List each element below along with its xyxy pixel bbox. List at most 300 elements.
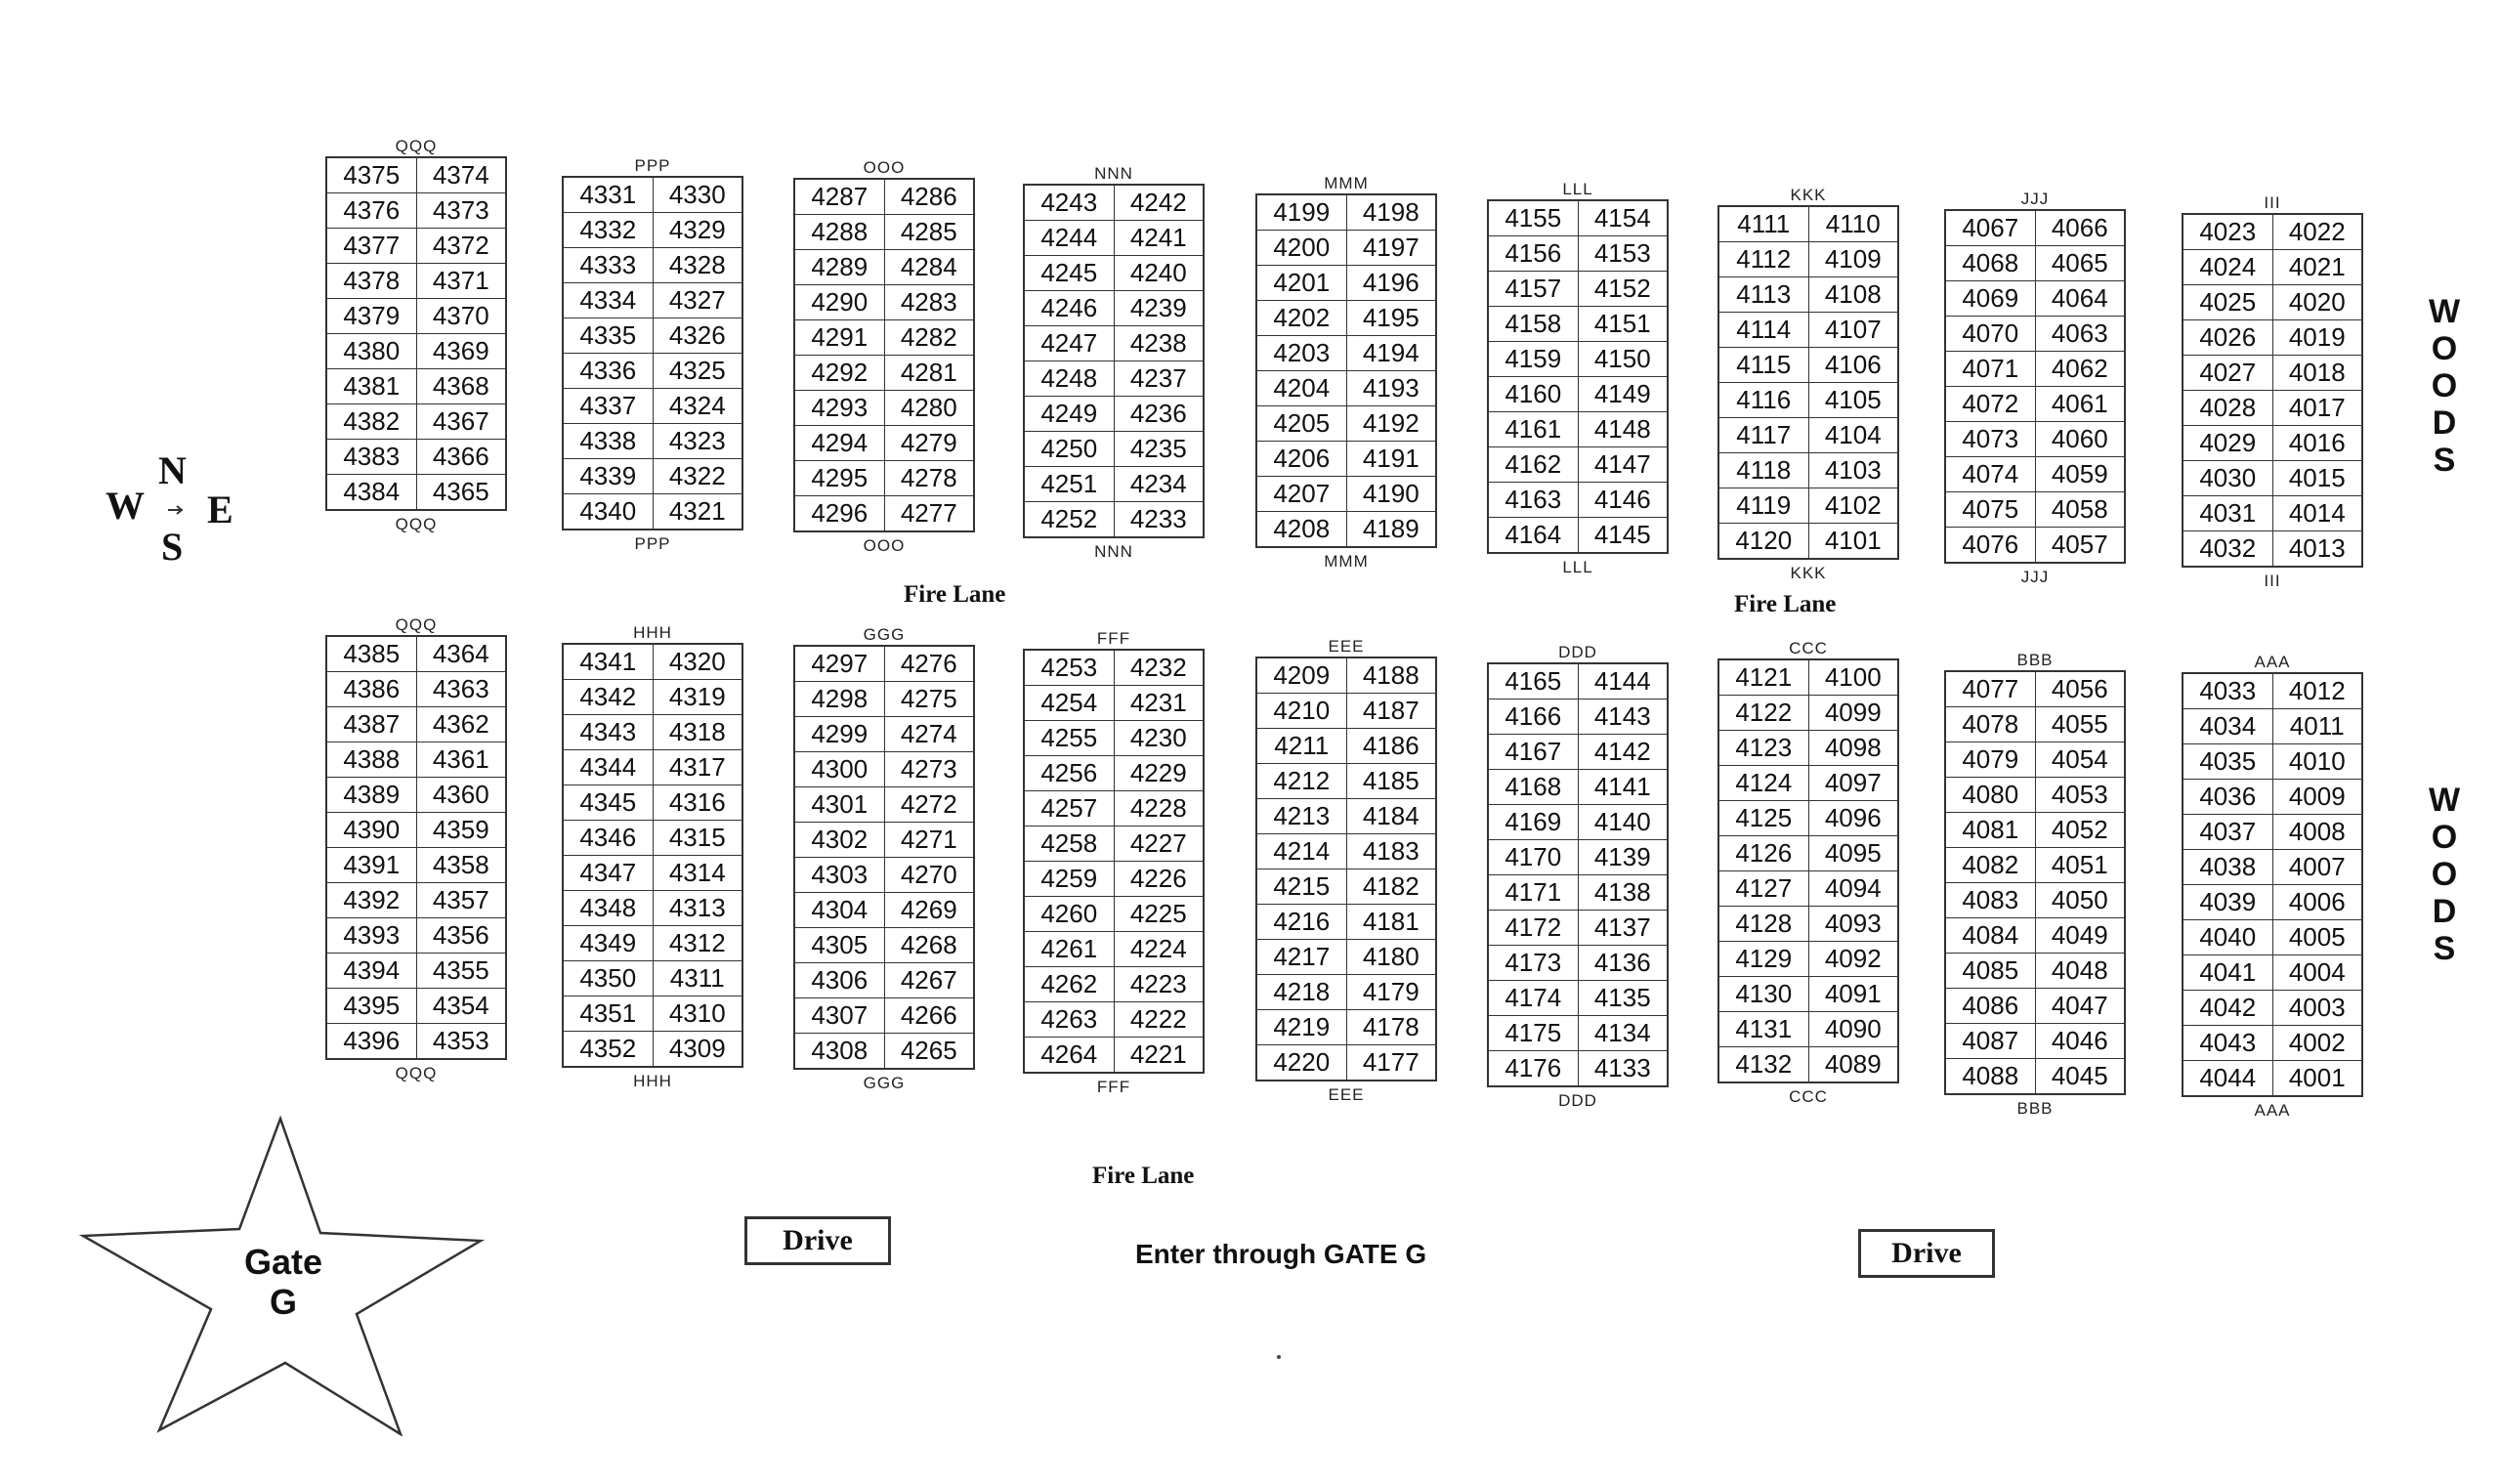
site-number: 4362 [416, 707, 506, 742]
site-row [1488, 875, 1668, 911]
site-grid [1944, 670, 2126, 1095]
site-number: 4346 [563, 821, 653, 856]
site-row [794, 787, 974, 823]
site-number: 4196 [1346, 266, 1436, 301]
site-number: 4161 [1488, 412, 1578, 447]
site-row [794, 461, 974, 496]
site-number: 4368 [416, 369, 506, 404]
site-number: 4015 [2272, 461, 2362, 496]
site-row [1024, 932, 1204, 967]
site-number: 4277 [884, 496, 974, 532]
site-number: 4239 [1114, 291, 1204, 326]
block-label-bottom: CCC [1789, 1087, 1828, 1106]
site-number: 4190 [1346, 477, 1436, 512]
site-row [1024, 397, 1204, 432]
site-number: 4121 [1718, 659, 1808, 696]
block-label-bottom: JJJ [2020, 568, 2050, 586]
site-row [1718, 277, 1898, 313]
woods-letter: D [2432, 893, 2457, 930]
site-row [2183, 920, 2362, 955]
site-row [1945, 528, 2125, 564]
site-number: 4050 [2035, 883, 2125, 918]
site-number: 4252 [1024, 502, 1114, 538]
site-row [1945, 387, 2125, 422]
site-row [326, 299, 506, 334]
site-number: 4323 [653, 424, 742, 459]
drive-sign: Drive [744, 1216, 891, 1265]
site-number: 4325 [653, 354, 742, 389]
site-row [794, 496, 974, 532]
site-row [1488, 946, 1668, 981]
site-row [1488, 272, 1668, 307]
site-number: 4283 [884, 285, 974, 320]
site-number: 4137 [1578, 911, 1668, 946]
site-number: 4351 [563, 996, 653, 1032]
site-number: 4144 [1578, 663, 1668, 700]
site-number: 4192 [1346, 406, 1436, 442]
site-row [2183, 885, 2362, 920]
site-number: 4276 [884, 646, 974, 682]
site-number: 4022 [2272, 214, 2362, 250]
site-number: 4386 [326, 672, 416, 707]
site-number: 4163 [1488, 483, 1578, 518]
site-row [794, 928, 974, 963]
site-number: 4095 [1808, 836, 1898, 871]
site-row [2183, 356, 2362, 391]
site-block [1023, 629, 1205, 1097]
site-row [2183, 461, 2362, 496]
site-number: 4254 [1024, 686, 1114, 721]
site-number: 4080 [1945, 778, 2035, 813]
site-number: 4358 [416, 848, 506, 883]
woods-letter: S [2433, 930, 2456, 967]
site-row [2183, 850, 2362, 885]
site-number: 4291 [794, 320, 884, 356]
site-number: 4318 [653, 715, 742, 750]
site-number: 4101 [1808, 524, 1898, 560]
site-number: 4122 [1718, 696, 1808, 731]
site-row [794, 1034, 974, 1070]
compass-arrow-icon [166, 503, 186, 517]
site-number: 4282 [884, 320, 974, 356]
site-row [563, 821, 742, 856]
site-row [326, 264, 506, 299]
site-number: 4233 [1114, 502, 1204, 538]
site-number: 4300 [794, 752, 884, 787]
block-label-top: PPP [634, 156, 671, 175]
site-row [1256, 194, 1436, 231]
fire-lane-label: Fire Lane [1734, 591, 1837, 617]
site-number: 4109 [1808, 242, 1898, 277]
site-number: 4389 [326, 778, 416, 813]
fire-lane-label: Fire Lane [904, 581, 1006, 608]
site-row [1024, 326, 1204, 361]
site-number: 4249 [1024, 397, 1114, 432]
site-row [1718, 907, 1898, 942]
site-row [1945, 281, 2125, 317]
site-number: 4250 [1024, 432, 1114, 467]
site-row [1488, 236, 1668, 272]
site-number: 4222 [1114, 1002, 1204, 1038]
site-row [1718, 313, 1898, 348]
site-number: 4236 [1114, 397, 1204, 432]
site-block [2182, 653, 2363, 1121]
site-number: 4202 [1256, 301, 1346, 336]
site-number: 4041 [2183, 955, 2272, 991]
site-row [563, 856, 742, 891]
site-number: 4045 [2035, 1059, 2125, 1095]
site-number: 4315 [653, 821, 742, 856]
block-label-bottom: III [2264, 572, 2281, 590]
site-number: 4071 [1945, 352, 2035, 387]
site-number: 4127 [1718, 871, 1808, 907]
site-number: 4123 [1718, 731, 1808, 766]
block-label-top: FFF [1096, 629, 1131, 648]
site-grid [562, 176, 743, 530]
block-label-bottom: EEE [1328, 1085, 1365, 1104]
site-row [326, 918, 506, 954]
site-number: 4288 [794, 215, 884, 250]
site-number: 4006 [2272, 885, 2362, 920]
site-number: 4173 [1488, 946, 1578, 981]
woods-letter: D [2432, 404, 2457, 442]
site-row [794, 682, 974, 717]
site-row [1718, 488, 1898, 524]
site-number: 4004 [2272, 955, 2362, 991]
site-row [563, 283, 742, 318]
site-row [1718, 766, 1898, 801]
site-number: 4333 [563, 248, 653, 283]
site-number: 4044 [2183, 1061, 2272, 1097]
block-label-bottom: GGG [863, 1074, 906, 1092]
site-number: 4273 [884, 752, 974, 787]
site-number: 4029 [2183, 426, 2272, 461]
site-row [1945, 954, 2125, 989]
site-number: 4084 [1945, 918, 2035, 954]
site-number: 4032 [2183, 531, 2272, 568]
block-label-top: III [2264, 193, 2281, 212]
site-number: 4260 [1024, 897, 1114, 932]
site-number: 4142 [1578, 735, 1668, 770]
site-block [793, 158, 975, 556]
site-number: 4169 [1488, 805, 1578, 840]
site-number: 4011 [2272, 709, 2362, 744]
site-number: 4208 [1256, 512, 1346, 548]
site-number: 4213 [1256, 799, 1346, 834]
site-number: 4130 [1718, 977, 1808, 1012]
site-number: 4058 [2035, 492, 2125, 528]
site-number: 4081 [1945, 813, 2035, 848]
site-number: 4321 [653, 494, 742, 530]
site-number: 4307 [794, 998, 884, 1034]
site-number: 4320 [653, 644, 742, 680]
site-row [563, 680, 742, 715]
site-number: 4338 [563, 424, 653, 459]
site-number: 4107 [1808, 313, 1898, 348]
site-number: 4117 [1718, 418, 1808, 453]
block-label-bottom: HHH [633, 1072, 672, 1090]
site-number: 4367 [416, 404, 506, 440]
site-number: 4025 [2183, 285, 2272, 320]
site-number: 4263 [1024, 1002, 1114, 1038]
site-row [1945, 352, 2125, 387]
block-label-top: QQQ [395, 615, 438, 634]
site-row [1488, 200, 1668, 236]
site-row [1488, 911, 1668, 946]
site-number: 4229 [1114, 756, 1204, 791]
site-number: 4289 [794, 250, 884, 285]
woods-letter: O [2431, 856, 2458, 893]
site-row [1024, 502, 1204, 538]
site-block [1944, 190, 2126, 587]
site-grid [1944, 209, 2126, 564]
site-number: 4043 [2183, 1026, 2272, 1061]
site-row [2183, 391, 2362, 426]
site-number: 4018 [2272, 356, 2362, 391]
site-number: 4243 [1024, 185, 1114, 221]
site-number: 4237 [1114, 361, 1204, 397]
block-label-bottom: DDD [1558, 1091, 1597, 1110]
site-block [325, 615, 507, 1083]
site-number: 4356 [416, 918, 506, 954]
site-number: 4014 [2272, 496, 2362, 531]
site-number: 4304 [794, 893, 884, 928]
site-row [326, 229, 506, 264]
site-number: 4343 [563, 715, 653, 750]
site-number: 4272 [884, 787, 974, 823]
woods-letter: S [2433, 442, 2456, 479]
site-row [563, 715, 742, 750]
site-number: 4035 [2183, 744, 2272, 780]
site-number: 4220 [1256, 1045, 1346, 1081]
site-row [1718, 453, 1898, 488]
site-number: 4298 [794, 682, 884, 717]
block-label-top: HHH [633, 623, 672, 642]
site-row [1718, 348, 1898, 383]
site-row [1488, 447, 1668, 483]
site-number: 4156 [1488, 236, 1578, 272]
site-row [1945, 422, 2125, 457]
woods-label [2425, 293, 2464, 479]
site-number: 4143 [1578, 700, 1668, 735]
site-row [563, 494, 742, 530]
site-number: 4155 [1488, 200, 1578, 236]
site-number: 4138 [1578, 875, 1668, 911]
site-row [1024, 291, 1204, 326]
site-number: 4309 [653, 1032, 742, 1068]
site-number: 4391 [326, 848, 416, 883]
site-number: 4111 [1718, 206, 1808, 242]
site-number: 4204 [1256, 371, 1346, 406]
site-number: 4379 [326, 299, 416, 334]
site-number: 4023 [2183, 214, 2272, 250]
site-row [326, 404, 506, 440]
site-number: 4091 [1808, 977, 1898, 1012]
site-number: 4038 [2183, 850, 2272, 885]
site-row [1718, 836, 1898, 871]
site-number: 4319 [653, 680, 742, 715]
site-number: 4385 [326, 636, 416, 672]
site-number: 4154 [1578, 200, 1668, 236]
site-number: 4133 [1578, 1051, 1668, 1087]
site-row [1488, 1016, 1668, 1051]
site-number: 4152 [1578, 272, 1668, 307]
site-number: 4065 [2035, 246, 2125, 281]
site-row [1256, 834, 1436, 869]
site-row [2183, 780, 2362, 815]
site-row [1488, 735, 1668, 770]
site-row [2183, 709, 2362, 744]
site-number: 4299 [794, 717, 884, 752]
site-row [1718, 942, 1898, 977]
site-row [794, 963, 974, 998]
site-row [326, 989, 506, 1024]
site-row [563, 318, 742, 354]
site-number: 4168 [1488, 770, 1578, 805]
site-row [326, 778, 506, 813]
site-number: 4024 [2183, 250, 2272, 285]
site-row [1945, 246, 2125, 281]
site-number: 4097 [1808, 766, 1898, 801]
site-number: 4396 [326, 1024, 416, 1060]
site-row [794, 215, 974, 250]
site-number: 4203 [1256, 336, 1346, 371]
site-number: 4016 [2272, 426, 2362, 461]
site-number: 4028 [2183, 391, 2272, 426]
gate-letter: G [269, 1282, 297, 1322]
site-number: 4383 [326, 440, 416, 475]
site-row [2183, 214, 2362, 250]
site-number: 4194 [1346, 336, 1436, 371]
site-number: 4310 [653, 996, 742, 1032]
site-row [1488, 307, 1668, 342]
site-number: 4075 [1945, 492, 2035, 528]
site-number: 4033 [2183, 673, 2272, 709]
site-number: 4019 [2272, 320, 2362, 356]
site-number: 4235 [1114, 432, 1204, 467]
site-row [563, 961, 742, 996]
site-row [563, 459, 742, 494]
site-number: 4162 [1488, 447, 1578, 483]
site-row [794, 320, 974, 356]
site-row [563, 644, 742, 680]
site-row [2183, 250, 2362, 285]
site-number: 4118 [1718, 453, 1808, 488]
site-number: 4257 [1024, 791, 1114, 827]
site-row [1718, 1047, 1898, 1083]
site-number: 4062 [2035, 352, 2125, 387]
block-label-top: MMM [1324, 174, 1369, 192]
site-number: 4342 [563, 680, 653, 715]
site-number: 4128 [1718, 907, 1808, 942]
site-row [794, 858, 974, 893]
site-number: 4242 [1114, 185, 1204, 221]
site-number: 4357 [416, 883, 506, 918]
site-row [1256, 869, 1436, 905]
site-number: 4134 [1578, 1016, 1668, 1051]
block-label-top: CCC [1789, 639, 1828, 657]
site-number: 4100 [1808, 659, 1898, 696]
site-number: 4241 [1114, 221, 1204, 256]
site-number: 4078 [1945, 707, 2035, 742]
site-row [1024, 221, 1204, 256]
site-number: 4313 [653, 891, 742, 926]
site-row [563, 389, 742, 424]
site-row [1256, 940, 1436, 975]
compass-north: N [158, 448, 187, 492]
site-grid [325, 635, 507, 1060]
site-number: 4374 [416, 157, 506, 193]
site-number: 4341 [563, 644, 653, 680]
site-row [794, 426, 974, 461]
site-number: 4295 [794, 461, 884, 496]
site-number: 4271 [884, 823, 974, 858]
site-number: 4388 [326, 742, 416, 778]
site-number: 4115 [1718, 348, 1808, 383]
site-number: 4339 [563, 459, 653, 494]
site-row [794, 391, 974, 426]
site-row [1256, 231, 1436, 266]
site-number: 4393 [326, 918, 416, 954]
site-number: 4098 [1808, 731, 1898, 766]
site-number: 4182 [1346, 869, 1436, 905]
site-number: 4106 [1808, 348, 1898, 383]
site-number: 4185 [1346, 764, 1436, 799]
site-grid [2182, 672, 2363, 1097]
compass-east: E [207, 488, 233, 531]
site-number: 4167 [1488, 735, 1578, 770]
site-number: 4082 [1945, 848, 2035, 883]
site-number: 4228 [1114, 791, 1204, 827]
site-number: 4013 [2272, 531, 2362, 568]
site-row [326, 440, 506, 475]
site-number: 4036 [2183, 780, 2272, 815]
site-number: 4311 [653, 961, 742, 996]
site-number: 4149 [1578, 377, 1668, 412]
site-number: 4183 [1346, 834, 1436, 869]
site-number: 4076 [1945, 528, 2035, 564]
site-grid [2182, 213, 2363, 568]
site-number: 4073 [1945, 422, 2035, 457]
site-row [326, 369, 506, 404]
site-row [1256, 477, 1436, 512]
site-number: 4265 [884, 1034, 974, 1070]
site-number: 4052 [2035, 813, 2125, 848]
site-number: 4287 [794, 179, 884, 215]
site-number: 4225 [1114, 897, 1204, 932]
site-number: 4012 [2272, 673, 2362, 709]
site-row [794, 285, 974, 320]
site-row [1488, 770, 1668, 805]
site-number: 4280 [884, 391, 974, 426]
site-row [2183, 531, 2362, 568]
site-number: 4034 [2183, 709, 2272, 744]
site-number: 4174 [1488, 981, 1578, 1016]
site-number: 4210 [1256, 694, 1346, 729]
site-row [1024, 361, 1204, 397]
site-number: 4302 [794, 823, 884, 858]
block-label-bottom: KKK [1790, 564, 1827, 582]
site-number: 4281 [884, 356, 974, 391]
site-row [1256, 371, 1436, 406]
site-number: 4094 [1808, 871, 1898, 907]
block-label-top: AAA [2254, 653, 2291, 671]
site-number: 4188 [1346, 657, 1436, 694]
site-row [1256, 512, 1436, 548]
site-number: 4197 [1346, 231, 1436, 266]
site-number: 4230 [1114, 721, 1204, 756]
site-number: 4317 [653, 750, 742, 785]
